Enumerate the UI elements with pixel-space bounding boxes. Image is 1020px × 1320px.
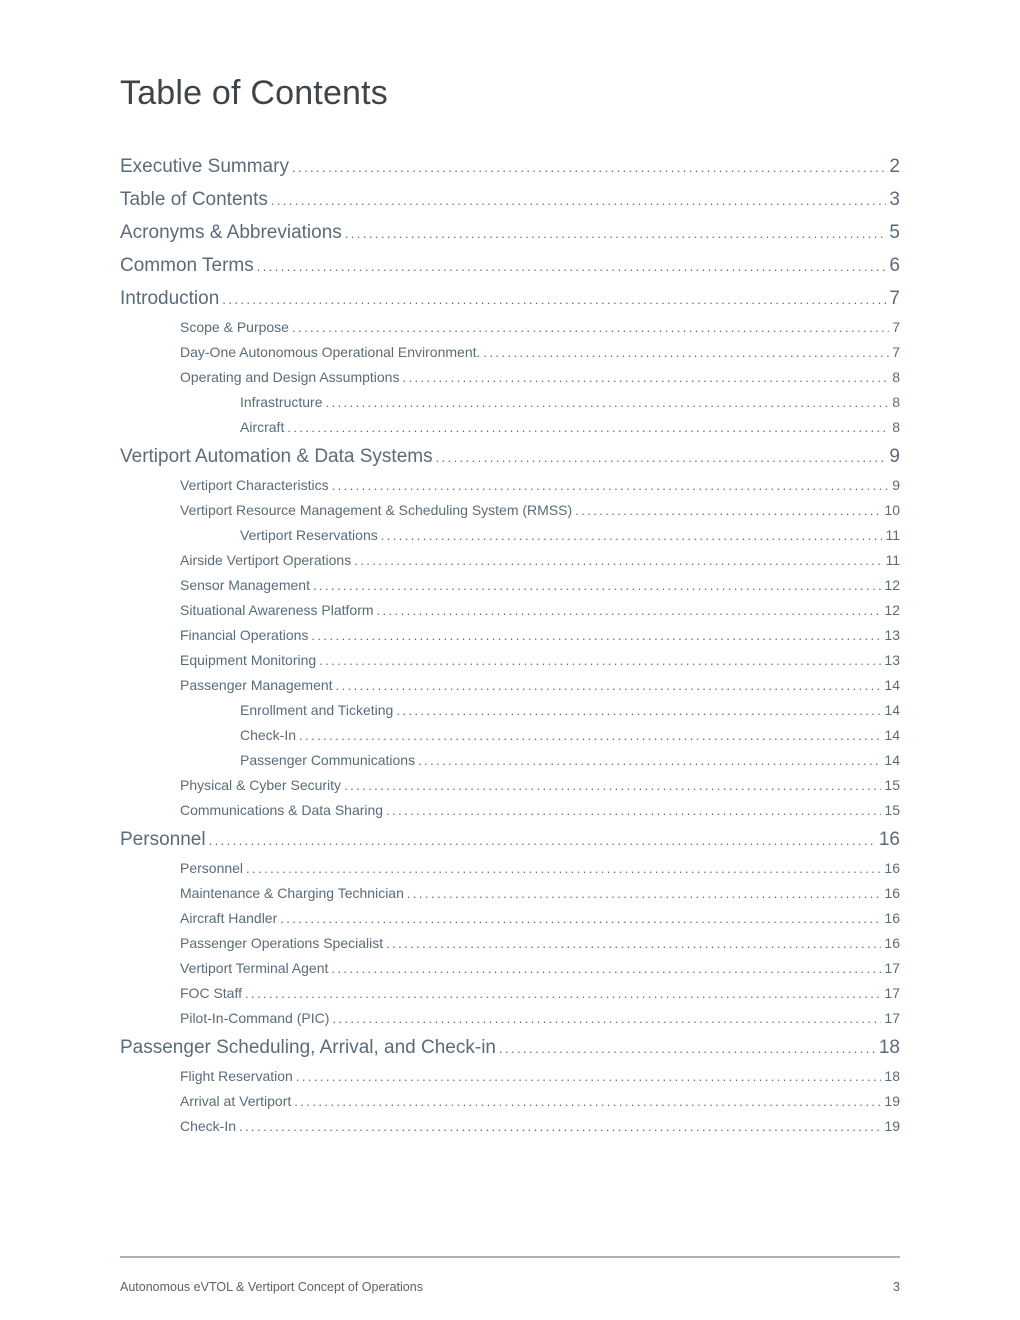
- toc-leader-dots: [418, 748, 881, 773]
- toc-entry[interactable]: [120, 748, 900, 773]
- toc-entry-label: Check-In: [240, 727, 297, 743]
- toc-entry-label: Vertiport Resource Management & Scheduling System (RMSS): [180, 502, 573, 518]
- toc-entry[interactable]: [120, 249, 900, 282]
- toc-entry[interactable]: [120, 498, 900, 523]
- toc-entry-page: 12: [884, 602, 900, 618]
- toc-entry-label: Financial Operations: [180, 627, 309, 643]
- toc-entry-page: 8: [892, 419, 900, 435]
- toc-entry-page: 15: [884, 802, 900, 818]
- toc-leader-dots: [299, 723, 881, 748]
- toc-leader-dots: [499, 1032, 876, 1065]
- toc-entry[interactable]: [120, 282, 900, 315]
- toc-entry[interactable]: [120, 931, 900, 956]
- toc-entry-page: 11: [885, 552, 900, 568]
- toc-entry[interactable]: [120, 598, 900, 623]
- toc-leader-dots: [354, 548, 882, 573]
- toc-leader-dots: [402, 365, 889, 390]
- toc-entry[interactable]: [120, 956, 900, 981]
- page-content: [120, 0, 900, 1139]
- toc-entry-page: 18: [878, 1037, 900, 1058]
- toc-entry-page: 9: [892, 477, 900, 493]
- toc-entry-page: 10: [884, 502, 900, 518]
- toc-entry[interactable]: [120, 623, 900, 648]
- toc-entry-page: 13: [884, 627, 900, 643]
- footer-page-number: 3: [893, 1280, 900, 1294]
- toc-entry-page: 16: [884, 860, 900, 876]
- toc-leader-dots: [331, 956, 881, 981]
- toc-entry-label: Arrival at Vertiport: [180, 1093, 292, 1109]
- toc-entry-label: Personnel: [180, 860, 244, 876]
- toc-entry-page: 6: [889, 255, 900, 276]
- toc-entry-label: Vertiport Terminal Agent: [180, 960, 329, 976]
- toc-leader-dots: [381, 523, 883, 548]
- toc-entry[interactable]: [120, 1114, 900, 1139]
- toc-entry[interactable]: [120, 183, 900, 216]
- toc-leader-dots: [257, 250, 887, 283]
- toc-entry-page: 16: [884, 910, 900, 926]
- page-footer: [120, 1256, 900, 1294]
- toc-entry-label: Table of Contents: [120, 189, 268, 210]
- toc-entry-page: 9: [889, 446, 900, 467]
- toc-entry-page: 14: [884, 727, 900, 743]
- toc-entry[interactable]: [120, 548, 900, 573]
- toc-leader-dots: [294, 1089, 881, 1114]
- toc-entry-label: Operating and Design Assumptions: [180, 369, 400, 385]
- toc-entry[interactable]: [120, 723, 900, 748]
- toc-entry[interactable]: [120, 981, 900, 1006]
- toc-entry[interactable]: [120, 1064, 900, 1089]
- toc-entry[interactable]: [120, 673, 900, 698]
- toc-entry-label: Aircraft: [240, 419, 285, 435]
- toc-entry[interactable]: [120, 150, 900, 183]
- toc-entry-label: Introduction: [120, 288, 220, 309]
- toc-entry-label: Pilot-In-Command (PIC): [180, 1010, 330, 1026]
- toc-leader-dots: [292, 315, 889, 340]
- toc-entry-label: Check-In: [180, 1118, 237, 1134]
- toc-leader-dots: [332, 473, 890, 498]
- toc-entry-page: 2: [889, 156, 900, 177]
- toc-leader-dots: [245, 981, 881, 1006]
- toc-entry-page: 16: [884, 935, 900, 951]
- footer-divider: [120, 1256, 900, 1258]
- toc-entry[interactable]: [120, 573, 900, 598]
- toc-entry-label: Passenger Operations Specialist: [180, 935, 384, 951]
- toc-leader-dots: [287, 415, 889, 440]
- toc-entry[interactable]: [120, 523, 900, 548]
- toc-entry-label: Aircraft Handler: [180, 910, 278, 926]
- toc-entry-label: Scope & Purpose: [180, 319, 289, 335]
- toc-entry-page: 11: [885, 527, 900, 543]
- toc-entry-page: 18: [884, 1068, 900, 1084]
- toc-entry-label: Passenger Scheduling, Arrival, and Check-in: [120, 1037, 496, 1058]
- toc-entry-label: Airside Vertiport Operations: [180, 552, 352, 568]
- toc-entry-page: 14: [884, 752, 900, 768]
- toc-entry-label: Vertiport Characteristics: [180, 477, 329, 493]
- toc-entry-label: Flight Reservation: [180, 1068, 293, 1084]
- toc-leader-dots: [386, 798, 881, 823]
- toc-entry-label: Physical & Cyber Security: [180, 777, 342, 793]
- toc-leader-dots: [386, 931, 881, 956]
- toc-entry-page: 15: [884, 777, 900, 793]
- toc-entry-label: Day-One Autonomous Operational Environment.: [180, 344, 481, 360]
- toc-entry[interactable]: [120, 798, 900, 823]
- toc-leader-dots: [336, 673, 882, 698]
- toc-leader-dots: [396, 698, 881, 723]
- toc-entry[interactable]: [120, 390, 900, 415]
- toc-entry-page: 13: [884, 652, 900, 668]
- toc-entry-page: 7: [892, 319, 900, 335]
- toc-leader-dots: [246, 856, 881, 881]
- toc-entry-page: 14: [884, 677, 900, 693]
- toc-entry-label: Vertiport Automation & Data Systems: [120, 446, 433, 467]
- toc-entry[interactable]: [120, 1006, 900, 1031]
- toc-entry-label: Enrollment and Ticketing: [240, 702, 394, 718]
- toc-entry-page: 12: [884, 577, 900, 593]
- toc-entry[interactable]: [120, 906, 900, 931]
- toc-entry-label: Vertiport Reservations: [240, 527, 378, 543]
- toc-leader-dots: [292, 151, 886, 184]
- toc-entry-label: Acronyms & Abbreviations: [120, 222, 342, 243]
- toc-entry[interactable]: [120, 340, 900, 365]
- toc-entry[interactable]: [120, 415, 900, 440]
- toc-entry[interactable]: [120, 440, 900, 473]
- toc-entry-label: FOC Staff: [180, 985, 242, 1001]
- toc-entry-page: 17: [884, 1010, 900, 1026]
- toc-entry-page: 17: [884, 985, 900, 1001]
- footer-document-title: Autonomous eVTOL & Vertiport Concept of Operations: [120, 1280, 423, 1294]
- toc-entry[interactable]: [120, 881, 900, 906]
- toc-entry-label: Infrastructure: [240, 394, 323, 410]
- toc-entry-page: 8: [892, 369, 900, 385]
- toc-entry-page: 14: [884, 702, 900, 718]
- toc-entry-page: 16: [884, 885, 900, 901]
- toc-leader-dots: [271, 184, 887, 217]
- toc-leader-dots: [483, 340, 889, 365]
- toc-leader-dots: [239, 1114, 881, 1139]
- toc-entry-label: Sensor Management: [180, 577, 310, 593]
- toc-entry-label: Passenger Communications: [240, 752, 416, 768]
- toc-entry[interactable]: [120, 365, 900, 390]
- page-title: Table of Contents: [120, 74, 389, 112]
- toc-entry-label: Common Terms: [120, 255, 254, 276]
- toc-entry-page: 17: [884, 960, 900, 976]
- toc-leader-dots: [209, 824, 876, 857]
- toc-leader-dots: [407, 881, 882, 906]
- toc-leader-dots: [575, 498, 881, 523]
- toc-leader-dots: [377, 598, 882, 623]
- toc-entry[interactable]: [120, 648, 900, 673]
- toc-entry-label: Maintenance & Charging Technician: [180, 885, 404, 901]
- toc-entry[interactable]: [120, 473, 900, 498]
- toc-entry-page: 5: [889, 222, 900, 243]
- toc-leader-dots: [280, 906, 881, 931]
- toc-entry-page: 7: [892, 344, 900, 360]
- toc-entry[interactable]: [120, 773, 900, 798]
- toc-entry-label: Personnel: [120, 829, 206, 850]
- toc-leader-dots: [313, 573, 881, 598]
- toc-entry-page: 19: [884, 1093, 900, 1109]
- toc-entry-page: 3: [889, 189, 900, 210]
- footer-row: [120, 1280, 900, 1294]
- toc-leader-dots: [344, 773, 881, 798]
- toc-entry-label: Communications & Data Sharing: [180, 802, 384, 818]
- toc-leader-dots: [222, 283, 886, 316]
- toc-entry-label: Executive Summary: [120, 156, 289, 177]
- toc-leader-dots: [345, 217, 887, 250]
- toc-entry[interactable]: [120, 315, 900, 340]
- toc-leader-dots: [436, 441, 887, 474]
- toc-entry-label: Passenger Management: [180, 677, 333, 693]
- toc-entry-page: 7: [889, 288, 900, 309]
- table-of-contents: [120, 150, 900, 1139]
- toc-entry[interactable]: [120, 856, 900, 881]
- toc-entry-label: Equipment Monitoring: [180, 652, 317, 668]
- toc-leader-dots: [325, 390, 889, 415]
- toc-entry-page: 8: [892, 394, 900, 410]
- toc-entry[interactable]: [120, 1031, 900, 1064]
- toc-leader-dots: [319, 648, 881, 673]
- toc-leader-dots: [311, 623, 881, 648]
- toc-leader-dots: [332, 1006, 881, 1031]
- toc-entry[interactable]: [120, 1089, 900, 1114]
- toc-entry-label: Situational Awareness Platform: [180, 602, 374, 618]
- toc-entry[interactable]: [120, 216, 900, 249]
- toc-entry-page: 19: [884, 1118, 900, 1134]
- toc-entry[interactable]: [120, 698, 900, 723]
- toc-entry[interactable]: [120, 823, 900, 856]
- toc-entry-page: 16: [878, 829, 900, 850]
- toc-leader-dots: [296, 1064, 882, 1089]
